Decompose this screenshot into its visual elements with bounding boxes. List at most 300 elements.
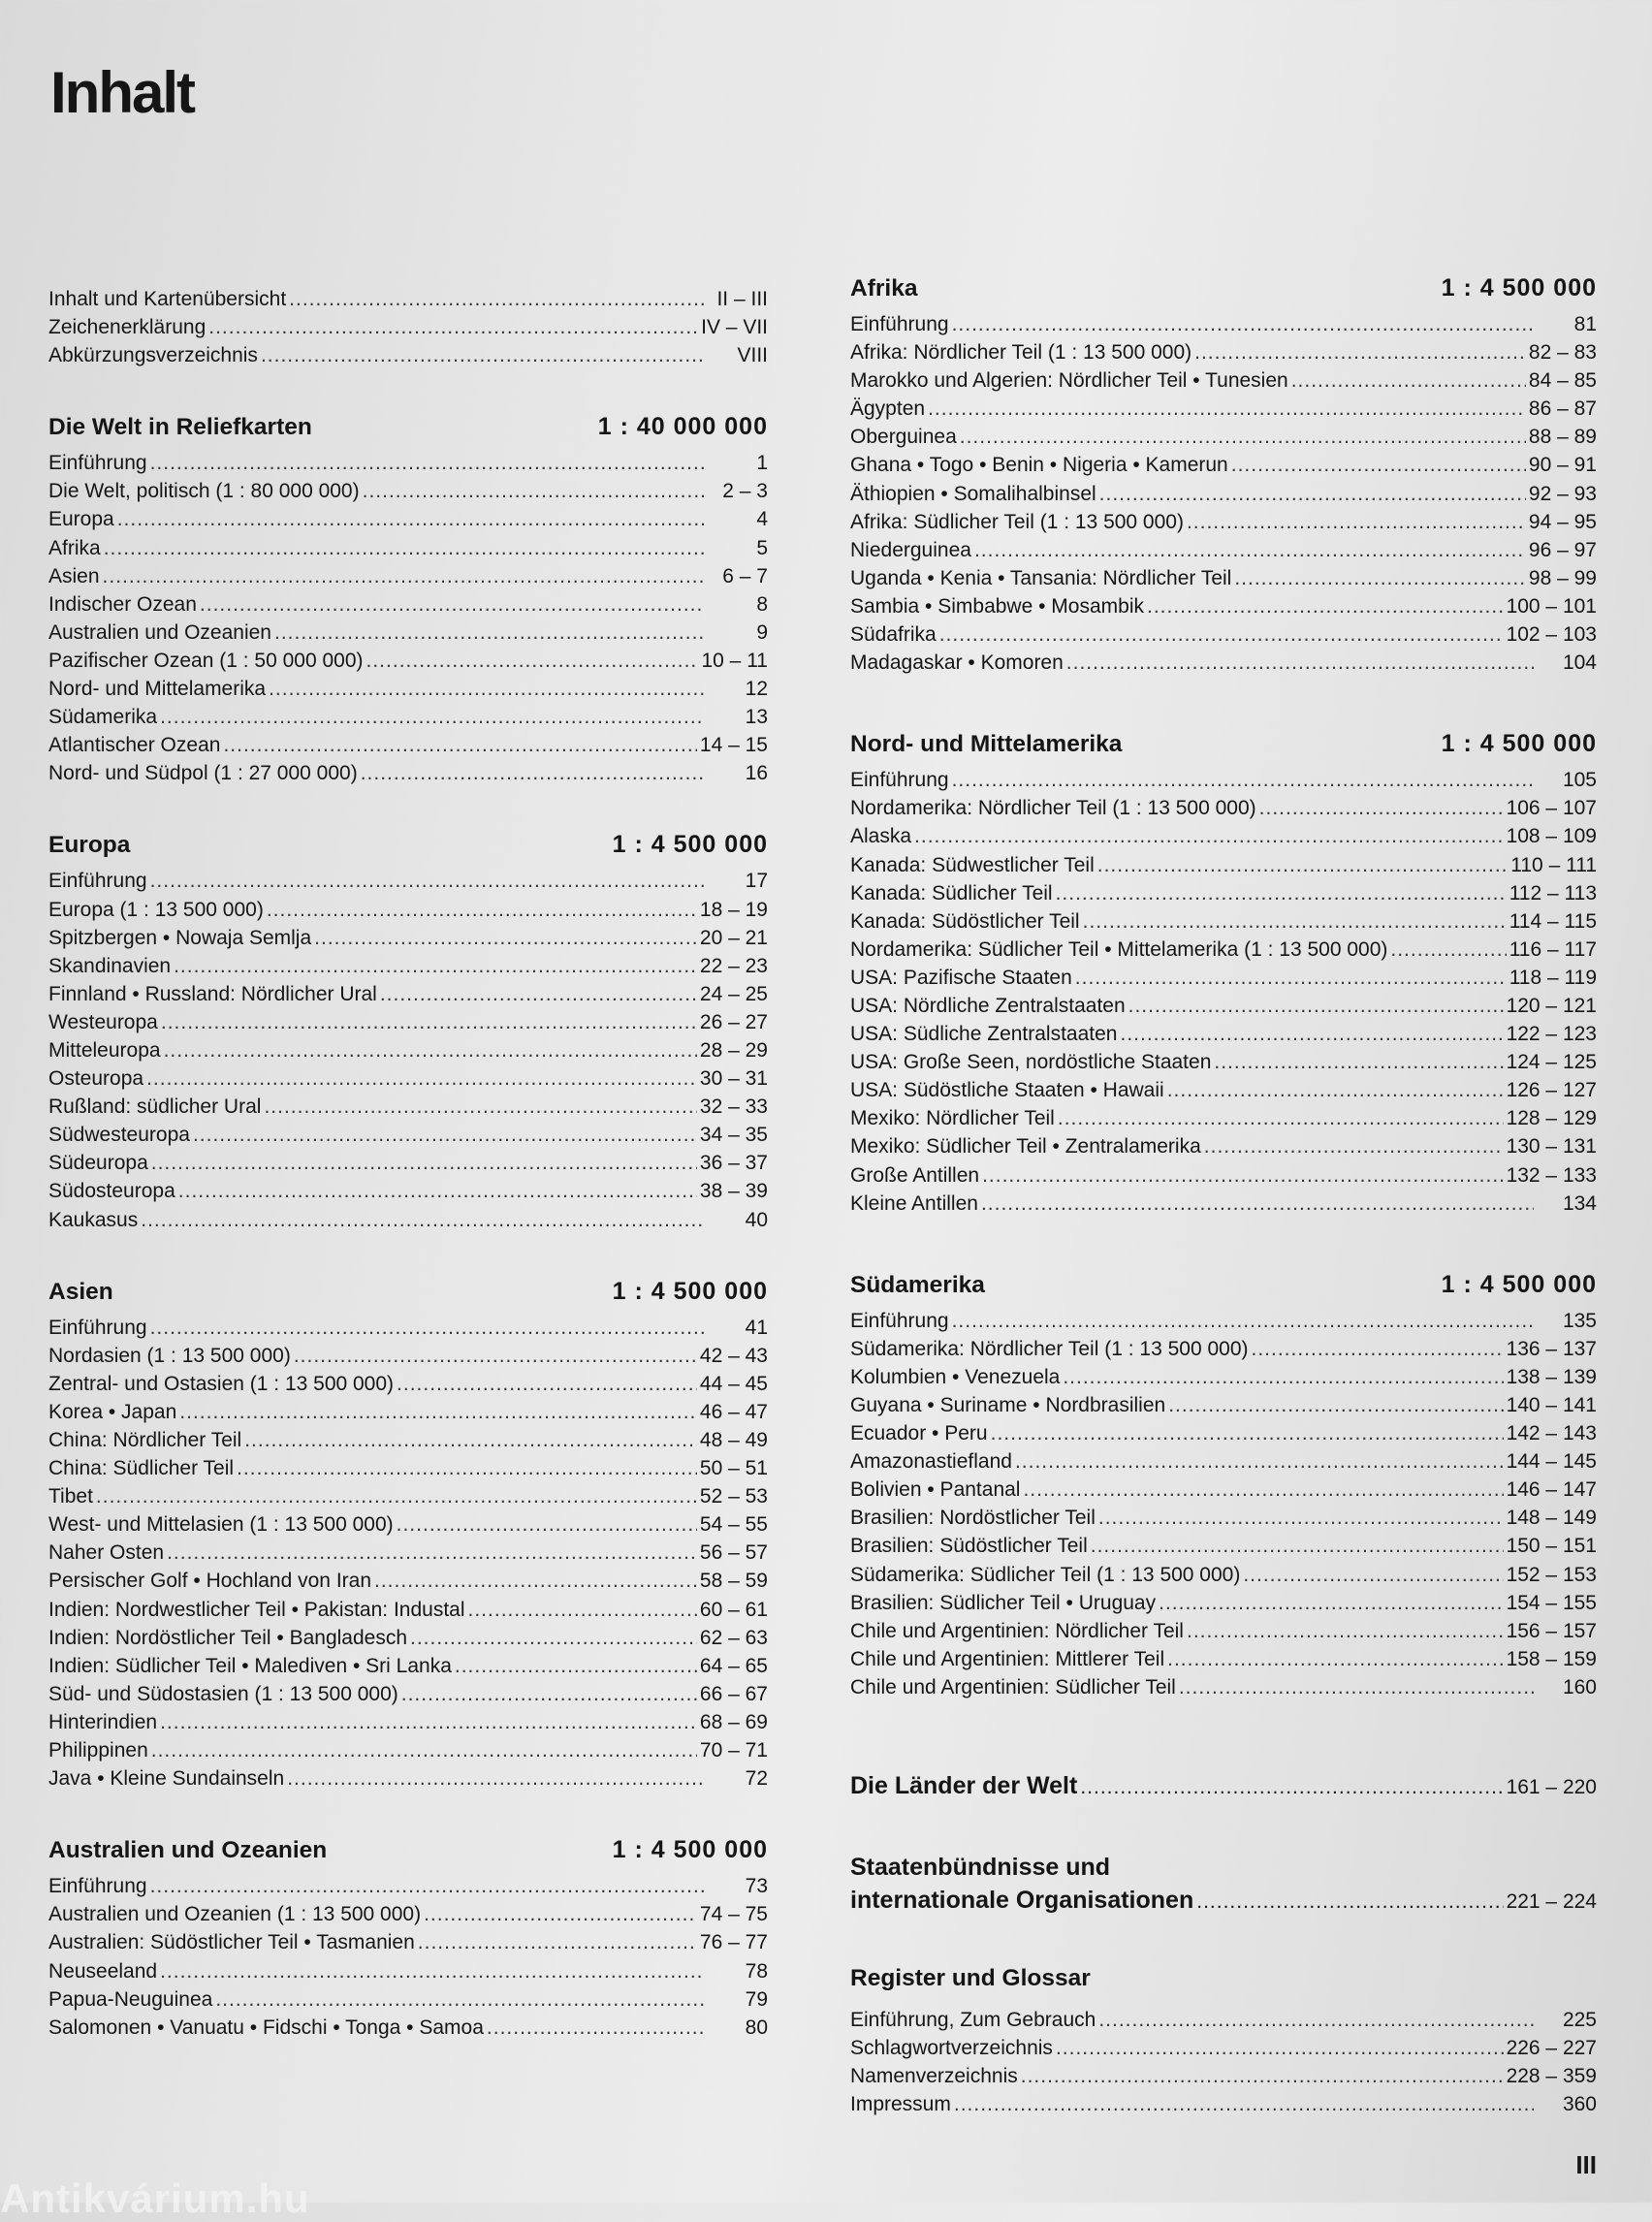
leader-dots — [487, 2014, 705, 2042]
toc-entry[interactable] — [850, 964, 1597, 992]
entry-page: 104 — [1562, 651, 1597, 675]
toc-entry[interactable] — [850, 1020, 1597, 1048]
leader-dots — [1243, 1561, 1503, 1589]
toc-section — [850, 1260, 1597, 1744]
leader-dots — [1080, 1771, 1503, 1804]
entry-page: II – III — [716, 288, 768, 310]
entry-title: Spitzbergen • Nowaja Semlja — [48, 926, 312, 949]
entry-title: Osteuropa — [48, 1067, 144, 1091]
leader-dots — [1023, 1476, 1503, 1504]
entry-page: 135 — [1562, 1309, 1597, 1332]
toc-entry[interactable] — [48, 1454, 768, 1482]
leader-dots — [1214, 1048, 1503, 1076]
leader-dots — [455, 1652, 697, 1680]
entry-page: 64 – 65 — [699, 1654, 768, 1677]
entry-page: 140 – 141 — [1506, 1394, 1597, 1416]
leader-dots — [160, 703, 705, 731]
entry-page: 134 — [1562, 1191, 1597, 1215]
leader-dots — [1066, 649, 1534, 677]
entry-title: Südosteuropa — [48, 1180, 175, 1203]
leader-dots — [223, 731, 696, 759]
toc-entry[interactable] — [850, 822, 1597, 850]
leader-dots — [1159, 1589, 1503, 1617]
toc-entry[interactable] — [48, 1121, 768, 1149]
entry-page: 160 — [1562, 1675, 1597, 1698]
entry-page: 41 — [745, 1316, 768, 1339]
entry-page: IV – VII — [701, 316, 768, 339]
leader-dots — [1167, 1645, 1503, 1673]
entry-page: 36 – 37 — [699, 1152, 768, 1175]
toc-entry[interactable] — [48, 1680, 768, 1708]
entry-title: Ecuador • Peru — [850, 1422, 988, 1445]
toc-entry[interactable] — [48, 1764, 768, 1793]
entry-page: 226 – 227 — [1506, 2037, 1597, 2060]
toc-entry[interactable] — [48, 1900, 768, 1928]
entry-title: Süd- und Südostasien (1 : 13 500 000) — [48, 1682, 398, 1705]
entry-title: Philippinen — [48, 1739, 148, 1762]
leader-dots — [401, 1680, 697, 1708]
leader-dots — [363, 477, 705, 505]
toc-entry[interactable] — [48, 1596, 768, 1624]
entry-title: Die Welt, politisch (1 : 80 000 000) — [48, 480, 360, 503]
entry-title: Nordamerika: Nördlicher Teil (1 : 13 500 000) — [850, 797, 1256, 820]
leader-dots — [200, 590, 705, 619]
toc-section — [48, 1267, 768, 1826]
entry-title: Chile und Argentinien: Südlicher Teil — [850, 1675, 1176, 1698]
leader-dots — [1187, 508, 1526, 536]
entry-page: 79 — [745, 1987, 768, 2011]
entry-page: 122 – 123 — [1506, 1023, 1597, 1046]
leader-dots — [939, 620, 1504, 649]
entry-title: Südamerika — [48, 706, 158, 729]
entry-title: Tibet — [48, 1485, 93, 1508]
entry-page: 142 – 143 — [1506, 1422, 1597, 1445]
toc-entry[interactable] — [48, 1510, 768, 1539]
entry-page: 146 – 147 — [1506, 1478, 1597, 1502]
toc-entry[interactable] — [850, 1161, 1597, 1190]
entry-page: 68 – 69 — [699, 1710, 768, 1733]
leader-dots — [928, 395, 1526, 423]
toc-entry[interactable] — [850, 2006, 1597, 2034]
toc-section — [48, 402, 768, 820]
toc-entry[interactable] — [48, 896, 768, 924]
toc-entry[interactable] — [850, 366, 1597, 395]
toc-entry[interactable] — [48, 505, 768, 533]
section-header — [48, 1267, 768, 1306]
toc-entry[interactable] — [850, 1447, 1597, 1476]
toc-entry[interactable] — [850, 620, 1597, 649]
entry-page: 44 – 45 — [699, 1372, 768, 1395]
toc-entry[interactable] — [48, 1957, 768, 1985]
toc-entry[interactable] — [48, 1149, 768, 1177]
toc-entry[interactable] — [48, 313, 768, 341]
entry-title: Europa (1 : 13 500 000) — [48, 898, 264, 921]
toc-entry[interactable] — [48, 1064, 768, 1093]
leader-dots — [1099, 480, 1526, 508]
entry-page: 150 – 151 — [1506, 1535, 1597, 1558]
toc-entry[interactable] — [850, 2034, 1597, 2062]
entry-title: Kleine Antillen — [850, 1191, 978, 1215]
entry-page: 136 – 137 — [1506, 1337, 1597, 1360]
entry-title: Einführung — [48, 870, 147, 893]
entry-title: Amazonastiefland — [850, 1450, 1012, 1474]
entry-title: Ghana • Togo • Benin • Nigeria • Kamerun — [850, 454, 1228, 477]
leader-dots — [1120, 1020, 1503, 1048]
leader-dots — [1252, 1335, 1504, 1363]
toc-entry[interactable] — [850, 794, 1597, 822]
entry-title: USA: Nördliche Zentralstaaten — [850, 994, 1126, 1017]
entry-title: Indien: Nordwestlicher Teil • Pakistan: Industal — [48, 1598, 465, 1621]
entry-page: 112 – 113 — [1509, 881, 1597, 905]
toc-entry[interactable] — [48, 1093, 768, 1121]
toc-entry[interactable] — [48, 1482, 768, 1510]
toc-entry[interactable] — [850, 1048, 1597, 1076]
entry-title: Kanada: Südlicher Teil — [850, 881, 1053, 905]
toc-entry[interactable] — [850, 310, 1597, 338]
section-heading: Europa — [48, 832, 131, 859]
entry-title: Australien und Ozeanien (1 : 13 500 000) — [48, 1903, 422, 1926]
page-title: Inhalt — [50, 60, 194, 125]
section-scale: 1 : 4 500 000 — [612, 1836, 768, 1864]
entry-title: China: Südlicher Teil — [48, 1457, 235, 1480]
toc-entry[interactable] — [48, 1398, 768, 1426]
leader-dots — [1015, 1447, 1504, 1476]
leader-dots — [146, 1064, 697, 1093]
toc-entry[interactable] — [48, 477, 768, 505]
toc-entry[interactable] — [850, 1673, 1597, 1701]
entry-page: 110 – 111 — [1510, 853, 1597, 876]
leader-dots — [150, 867, 705, 895]
toc-entry[interactable] — [850, 1076, 1597, 1104]
entry-page: 48 – 49 — [699, 1429, 768, 1451]
entry-page: 138 – 139 — [1506, 1365, 1597, 1388]
leader-dots — [366, 647, 699, 675]
entry-page: 102 – 103 — [1506, 623, 1597, 647]
entry-title: Australien: Südöstlicher Teil • Tasmanien — [48, 1931, 415, 1954]
entry-title: Südamerika: Nördlicher Teil (1 : 13 500 000) — [850, 1337, 1249, 1360]
toc-entry[interactable] — [48, 1567, 768, 1595]
toc-entry[interactable] — [48, 1314, 768, 1342]
entry-page: 60 – 61 — [699, 1598, 768, 1621]
entry-page: 4 — [756, 508, 768, 531]
toc-entry[interactable] — [850, 1335, 1597, 1363]
toc-entry[interactable] — [48, 675, 768, 703]
leader-dots — [267, 896, 697, 924]
toc-entry[interactable] — [850, 1476, 1597, 1504]
entry-title: Naher Osten — [48, 1541, 165, 1565]
entry-page: 100 – 101 — [1506, 594, 1597, 618]
laender-page: 161 – 220 — [1506, 1776, 1597, 1799]
toc-entry[interactable] — [48, 1177, 768, 1205]
toc-entry[interactable] — [48, 647, 768, 675]
section-heading: Australien und Ozeanien — [48, 1837, 328, 1864]
toc-entry[interactable] — [48, 1624, 768, 1652]
entry-title: Afrika: Südlicher Teil (1 : 13 500 000) — [850, 510, 1184, 533]
toc-entry[interactable] — [850, 879, 1597, 907]
leader-dots — [424, 1900, 697, 1928]
entry-title: USA: Pazifische Staaten — [850, 966, 1072, 989]
toc-entry[interactable] — [48, 1342, 768, 1370]
toc-entry[interactable] — [48, 341, 768, 369]
toc-entry[interactable] — [850, 338, 1597, 366]
leader-dots — [164, 1036, 697, 1064]
leader-dots — [1083, 907, 1507, 936]
toc-entry[interactable] — [850, 451, 1597, 479]
toc-entry[interactable] — [850, 1363, 1597, 1391]
entry-page: 108 – 109 — [1506, 825, 1597, 848]
entry-title: Einführung — [850, 769, 949, 792]
toc-entry[interactable] — [850, 766, 1597, 794]
leader-dots — [1097, 851, 1508, 879]
entry-title: Einführung — [48, 1316, 147, 1339]
leader-dots — [150, 1314, 705, 1342]
toc-entry[interactable] — [48, 1872, 768, 1900]
entry-page: 20 – 21 — [699, 926, 768, 949]
leader-dots — [974, 536, 1526, 564]
toc-entry[interactable] — [48, 1652, 768, 1680]
entry-page: 126 – 127 — [1506, 1079, 1597, 1102]
entry-title: Salomonen • Vanuatu • Fidschi • Tonga • Samoa — [48, 2016, 484, 2039]
toc-entry[interactable] — [850, 1561, 1597, 1589]
entry-title: Afrika: Nördlicher Teil (1 : 13 500 000) — [850, 341, 1192, 365]
entry-page: 9 — [756, 620, 768, 644]
entry-title: Inhalt und Kartenübersicht — [48, 288, 287, 310]
leader-dots — [150, 449, 705, 477]
toc-entry[interactable] — [48, 562, 768, 590]
toc-entry[interactable] — [48, 980, 768, 1008]
entry-title: Afrika — [48, 536, 101, 559]
toc-entry[interactable] — [850, 1419, 1597, 1447]
entry-page: 6 – 7 — [722, 564, 768, 587]
entry-page: 96 – 97 — [1528, 538, 1597, 561]
toc-entry-staaten[interactable] — [850, 1851, 1597, 1919]
leader-dots — [1058, 1104, 1504, 1132]
staaten-label-line2: internationale Organisationen — [850, 1887, 1194, 1915]
toc-entry[interactable] — [48, 1539, 768, 1567]
toc-entry[interactable] — [850, 649, 1597, 677]
leader-dots — [1098, 2006, 1534, 2034]
entry-page: 105 — [1562, 769, 1597, 792]
toc-entry[interactable] — [850, 2090, 1597, 2118]
toc-entry[interactable] — [850, 1617, 1597, 1645]
leader-dots — [952, 766, 1534, 794]
toc-entry[interactable] — [850, 936, 1597, 964]
section-header — [850, 719, 1597, 758]
entry-title: Chile und Argentinien: Mittlerer Teil — [850, 1647, 1165, 1670]
intro-section — [48, 285, 768, 369]
entry-title: Europa — [48, 508, 114, 531]
toc-entry[interactable] — [48, 867, 768, 895]
leader-dots — [1291, 366, 1526, 395]
toc-entry[interactable] — [850, 592, 1597, 620]
entry-page: 144 – 145 — [1506, 1450, 1597, 1474]
toc-entry[interactable] — [48, 1426, 768, 1454]
leader-dots — [1056, 879, 1507, 907]
laender-label: Die Länder der Welt — [850, 1772, 1078, 1800]
leader-dots — [380, 980, 697, 1008]
toc-entry[interactable] — [48, 703, 768, 731]
entry-page: 76 – 77 — [699, 1931, 768, 1954]
toc-entry[interactable] — [850, 423, 1597, 451]
entry-title: Marokko und Algerien: Nördlicher Teil • Tunesien — [850, 369, 1288, 393]
toc-entry[interactable] — [850, 1589, 1597, 1617]
leader-dots — [1194, 338, 1526, 366]
toc-entry[interactable] — [48, 1008, 768, 1036]
entry-page: 70 – 71 — [699, 1739, 768, 1762]
toc-entry[interactable] — [850, 564, 1597, 592]
toc-entry[interactable] — [48, 759, 768, 787]
leader-dots — [274, 619, 705, 647]
entry-title: Guyana • Suriname • Nordbrasilien — [850, 1394, 1166, 1416]
entry-title: Mitteleuropa — [48, 1038, 161, 1062]
entry-page: 8 — [756, 592, 768, 616]
entry-title: Skandinavien — [48, 954, 172, 977]
entry-page: 22 – 23 — [699, 954, 768, 977]
entry-page: 14 – 15 — [699, 734, 768, 757]
toc-entry[interactable] — [850, 2062, 1597, 2090]
entry-page: 52 – 53 — [699, 1485, 768, 1508]
toc-entry[interactable] — [850, 851, 1597, 879]
section-heading: Afrika — [850, 275, 918, 302]
entry-page: 54 – 55 — [699, 1513, 768, 1537]
section-scale: 1 : 40 000 000 — [597, 413, 768, 441]
entry-page: 18 – 19 — [699, 898, 768, 921]
leader-dots — [1187, 1617, 1504, 1645]
entry-page: 158 – 159 — [1506, 1647, 1597, 1670]
toc-entry[interactable] — [48, 924, 768, 952]
leader-dots — [1091, 1532, 1504, 1560]
toc-entry[interactable] — [850, 1645, 1597, 1673]
leader-dots — [397, 1510, 697, 1539]
toc-entry[interactable] — [48, 952, 768, 980]
entry-page: 28 – 29 — [699, 1038, 768, 1062]
entry-title: Atlantischer Ozean — [48, 734, 221, 757]
toc-entry[interactable] — [850, 1132, 1597, 1160]
leader-dots — [117, 505, 705, 533]
entry-page: 88 – 89 — [1528, 426, 1597, 449]
entry-title: Kanada: Südöstlicher Teil — [850, 909, 1080, 933]
toc-entry[interactable] — [850, 1391, 1597, 1419]
entry-title: USA: Südliche Zentralstaaten — [850, 1023, 1118, 1046]
leader-dots — [410, 1624, 697, 1652]
entry-page: 228 – 359 — [1506, 2065, 1597, 2088]
section-scale: 1 : 4 500 000 — [1441, 274, 1597, 302]
entry-page: 34 – 35 — [699, 1124, 768, 1147]
entry-title: Brasilien: Nordöstlicher Teil — [850, 1507, 1096, 1530]
entry-title: Oberguinea — [850, 426, 957, 449]
entry-page: 17 — [745, 870, 768, 893]
entry-title: Impressum — [850, 2093, 951, 2116]
leader-dots — [982, 1161, 1503, 1190]
toc-entry[interactable] — [48, 1736, 768, 1764]
toc-entry[interactable] — [850, 395, 1597, 423]
leader-dots — [1179, 1673, 1534, 1701]
leader-dots — [261, 341, 705, 369]
watermark: Antikvárium.hu — [0, 2175, 310, 2221]
toc-entry[interactable] — [48, 1985, 768, 2014]
entry-title: Finnland • Russland: Nördlicher Ural — [48, 982, 377, 1005]
entry-title: USA: Südöstliche Staaten • Hawaii — [850, 1079, 1164, 1102]
toc-entry[interactable] — [48, 1708, 768, 1736]
entry-title: West- und Mittelasien (1 : 13 500 000) — [48, 1513, 394, 1537]
leader-dots — [374, 1567, 697, 1595]
toc-entry[interactable] — [48, 1370, 768, 1398]
leader-dots — [1056, 2034, 1504, 2062]
leader-dots — [179, 1398, 697, 1426]
entry-page: 80 — [745, 2016, 768, 2039]
toc-entry[interactable] — [850, 1307, 1597, 1335]
toc-entry[interactable] — [48, 1206, 768, 1234]
leader-dots — [289, 285, 705, 313]
entry-page: 98 – 99 — [1528, 566, 1597, 589]
entry-page: 78 — [745, 1959, 768, 1983]
toc-entry[interactable] — [850, 1190, 1597, 1218]
toc-entry[interactable] — [48, 534, 768, 562]
toc-entry-laender[interactable] — [850, 1769, 1597, 1804]
toc-entry[interactable] — [850, 992, 1597, 1020]
entry-page: 2 – 3 — [722, 480, 768, 503]
toc-entry[interactable] — [48, 1928, 768, 1956]
entry-page: 120 – 121 — [1506, 994, 1597, 1017]
toc-entry[interactable] — [850, 480, 1597, 508]
entry-title: Südamerika: Südlicher Teil (1 : 13 500 000) — [850, 1563, 1241, 1586]
leader-dots — [193, 1121, 697, 1149]
leader-dots — [103, 562, 705, 590]
entry-page: 62 – 63 — [699, 1626, 768, 1649]
toc-entry[interactable] — [48, 2014, 768, 2042]
toc-entry[interactable] — [850, 536, 1597, 564]
toc-entry[interactable] — [48, 285, 768, 313]
entry-page: 156 – 157 — [1506, 1619, 1597, 1642]
entry-title: Einführung, Zum Gebrauch — [850, 2009, 1096, 2032]
toc-entry[interactable] — [850, 1504, 1597, 1532]
entry-page: 72 — [745, 1767, 768, 1791]
entry-title: Einführung — [48, 452, 147, 475]
leader-dots — [468, 1596, 697, 1624]
left-sections — [48, 402, 768, 2075]
entry-page: 26 – 27 — [699, 1010, 768, 1033]
entry-title: China: Nördlicher Teil — [48, 1429, 242, 1451]
leader-dots — [1234, 564, 1526, 592]
entry-title: Namenverzeichnis — [850, 2065, 1018, 2088]
right-sections — [850, 264, 1597, 1744]
leader-dots — [952, 1307, 1534, 1335]
toc-entry[interactable] — [48, 619, 768, 647]
entry-title: Einführung — [850, 1309, 949, 1332]
section-header — [48, 1825, 768, 1864]
entry-page: 12 — [745, 678, 768, 701]
entry-page: 50 – 51 — [699, 1457, 768, 1480]
toc-entry[interactable] — [850, 508, 1597, 536]
toc-entry[interactable] — [850, 1104, 1597, 1132]
leader-dots — [244, 1426, 697, 1454]
toc-entry[interactable] — [48, 1036, 768, 1064]
leader-dots — [1167, 1076, 1504, 1104]
entry-title: Kaukasus — [48, 1208, 139, 1231]
leader-dots — [1021, 2062, 1504, 2090]
staaten-label-line1: Staatenbündnisse und — [850, 1854, 1111, 1882]
toc-entry[interactable] — [850, 907, 1597, 936]
section-header — [48, 820, 768, 859]
leader-dots — [1231, 451, 1526, 479]
toc-entry[interactable] — [48, 731, 768, 759]
entry-title: Indien: Nordöstlicher Teil • Bangladesch — [48, 1626, 408, 1649]
toc-entry[interactable] — [850, 1532, 1597, 1560]
toc-entry[interactable] — [48, 590, 768, 619]
entry-title: Kolumbien • Venezuela — [850, 1365, 1061, 1388]
toc-entry[interactable] — [48, 449, 768, 477]
leader-dots — [397, 1370, 697, 1398]
